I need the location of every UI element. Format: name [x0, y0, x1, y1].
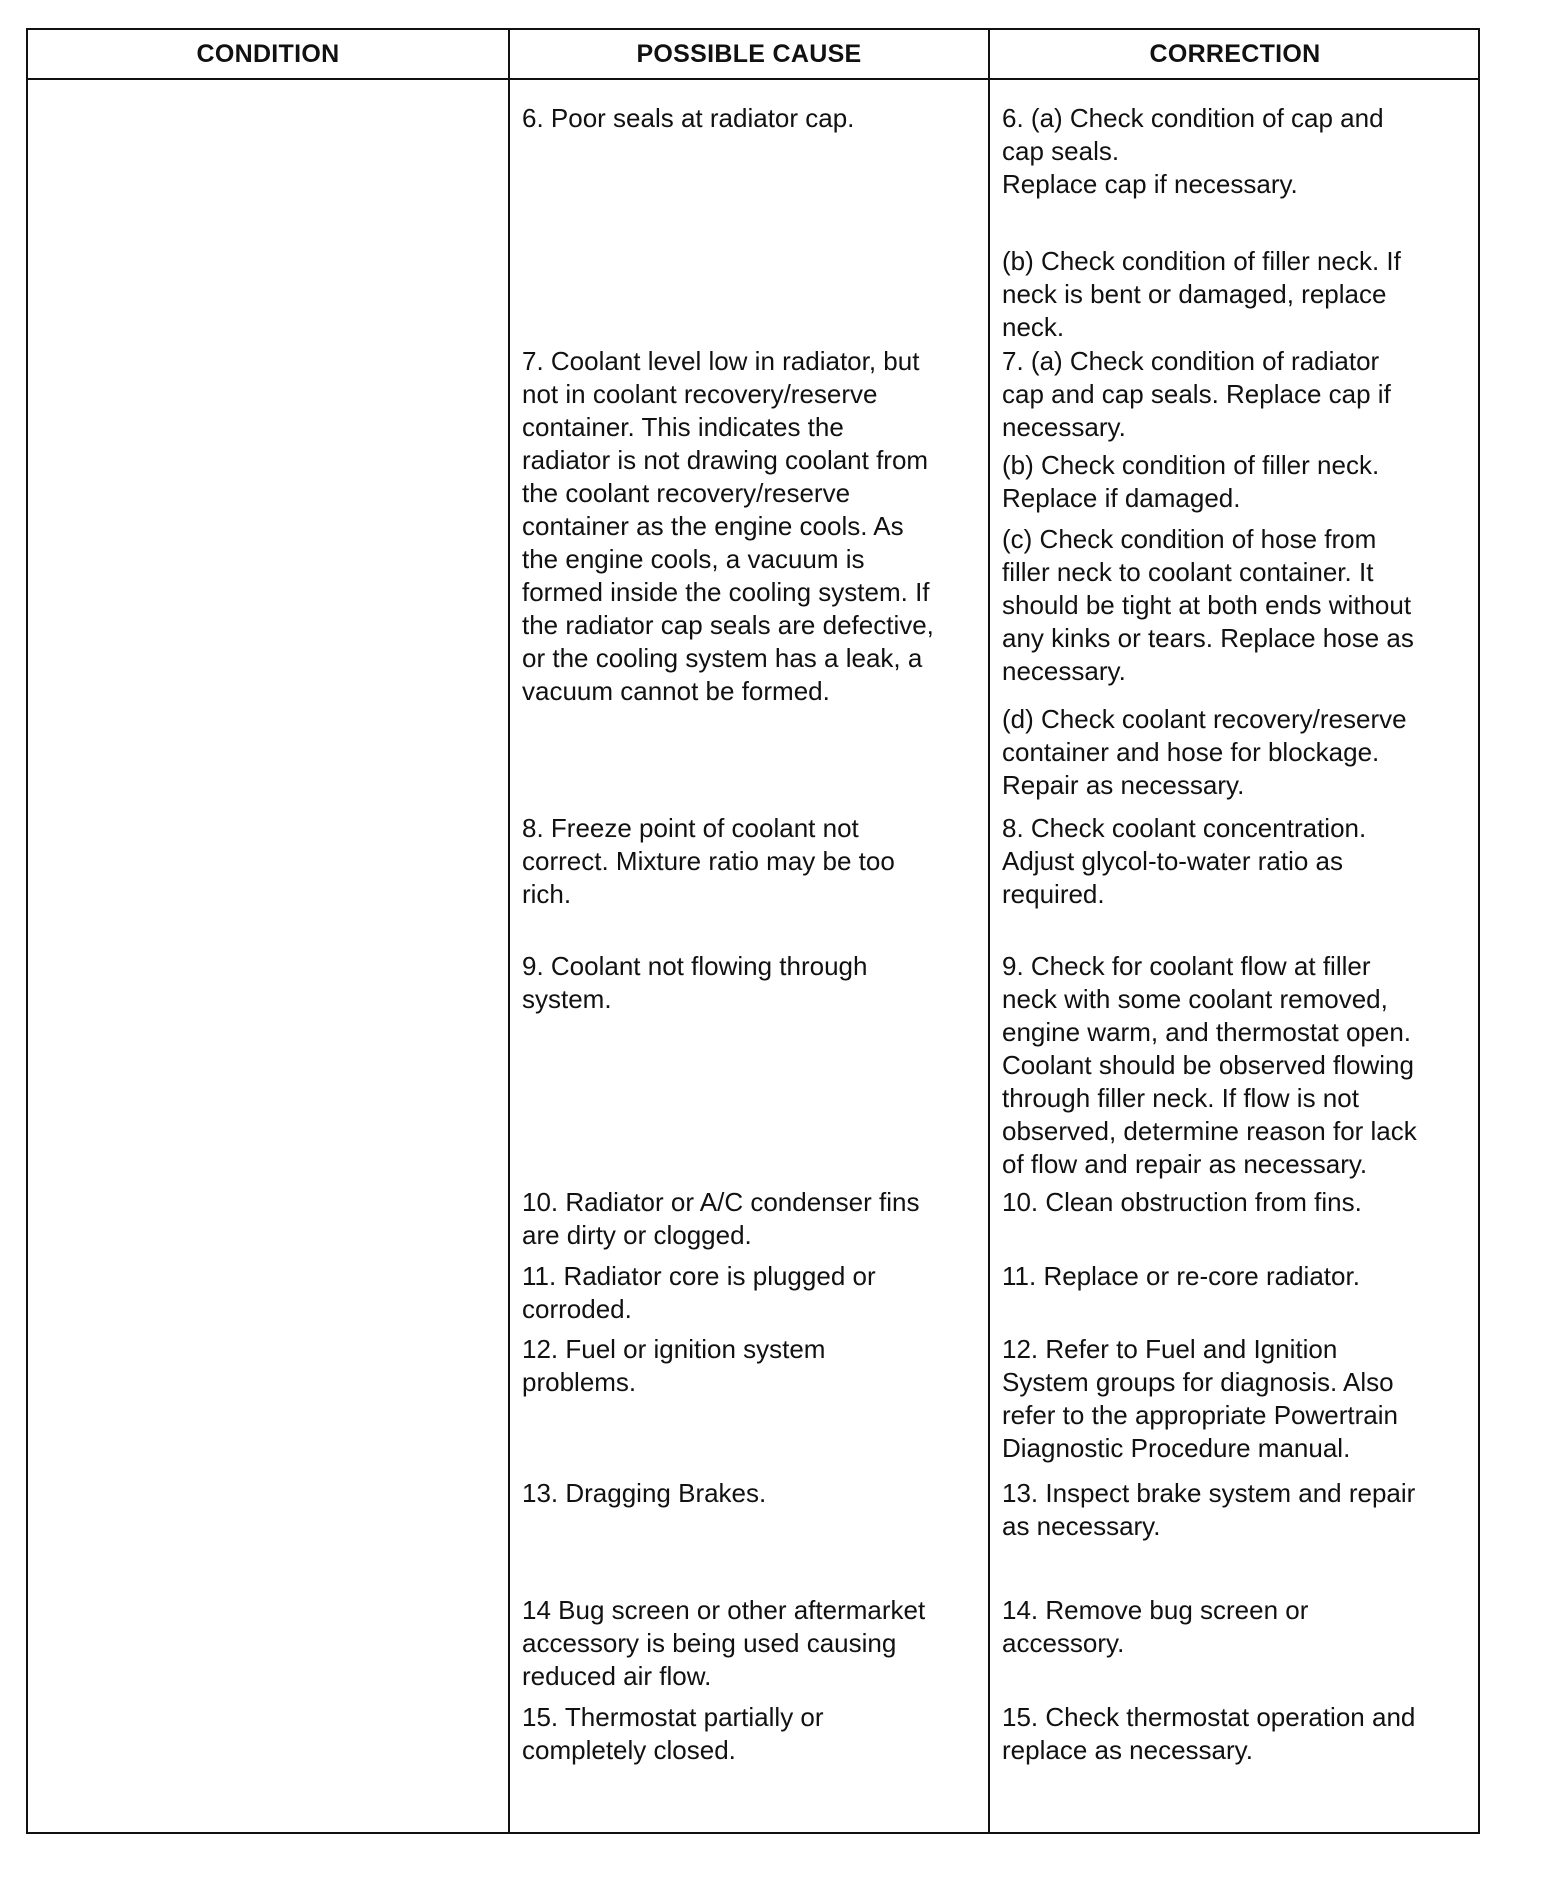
correction-cell — [1002, 950, 1417, 1181]
text-line: corroded. — [522, 1294, 632, 1324]
text-line: rich. — [522, 879, 572, 909]
correction-cell — [1002, 102, 1384, 201]
text-line: (b) Check condition of filler neck. — [1002, 450, 1380, 480]
correction-cell — [1002, 1260, 1360, 1293]
text-line: are dirty or clogged. — [522, 1220, 752, 1250]
text-line: container and hose for blockage. — [1002, 737, 1380, 767]
text-line: completely closed. — [522, 1735, 736, 1765]
text-line: Diagnostic Procedure manual. — [1002, 1433, 1351, 1463]
text-line: 15. Check thermostat operation and — [1002, 1702, 1416, 1732]
text-line: neck with some coolant removed, — [1002, 984, 1388, 1014]
text-line: vacuum cannot be formed. — [522, 676, 830, 706]
text-line: 8. Freeze point of coolant not — [522, 813, 859, 843]
text-line: 6. Poor seals at radiator cap. — [522, 103, 855, 133]
text-line: Replace if damaged. — [1002, 483, 1241, 513]
header-divider — [28, 78, 1478, 80]
possible-cause-cell — [522, 102, 854, 135]
text-line: neck is bent or damaged, replace — [1002, 279, 1387, 309]
text-line: 9. Coolant not flowing through — [522, 951, 868, 981]
header-correction: CORRECTION — [1149, 39, 1321, 68]
text-line: 11. Radiator core is plugged or — [522, 1261, 876, 1291]
correction-cell — [1002, 1594, 1308, 1660]
text-line: 11. Replace or re-core radiator. — [1002, 1261, 1360, 1291]
text-line: of flow and repair as necessary. — [1002, 1149, 1368, 1179]
possible-cause-cell — [522, 1260, 876, 1326]
possible-cause-cell — [522, 1477, 766, 1510]
text-line: 12. Refer to Fuel and Ignition — [1002, 1334, 1338, 1364]
text-line: cap seals. — [1002, 136, 1120, 166]
text-line: (c) Check condition of hose from — [1002, 524, 1377, 554]
correction-cell — [1002, 1477, 1415, 1543]
text-line: necessary. — [1002, 656, 1126, 686]
text-line: any kinks or tears. Replace hose as — [1002, 623, 1414, 653]
text-line: container as the engine cools. As — [522, 511, 904, 541]
text-line: refer to the appropriate Powertrain — [1002, 1400, 1398, 1430]
column-divider — [508, 30, 510, 1832]
text-line: accessory is being used causing — [522, 1628, 897, 1658]
text-line: filler neck to coolant container. It — [1002, 557, 1374, 587]
text-line: correct. Mixture ratio may be too — [522, 846, 895, 876]
text-line: 9. Check for coolant flow at filler — [1002, 951, 1371, 981]
text-line: Repair as necessary. — [1002, 770, 1245, 800]
possible-cause-cell — [522, 1333, 825, 1399]
text-line: radiator is not drawing coolant from — [522, 445, 929, 475]
possible-cause-cell — [522, 812, 895, 911]
possible-cause-cell — [522, 1701, 824, 1767]
text-line: through filler neck. If flow is not — [1002, 1083, 1359, 1113]
text-line: engine warm, and thermostat open. — [1002, 1017, 1412, 1047]
text-line: replace as necessary. — [1002, 1735, 1253, 1765]
column-divider — [988, 30, 990, 1832]
text-line: 13. Inspect brake system and repair — [1002, 1478, 1416, 1508]
text-line: or the cooling system has a leak, a — [522, 643, 923, 673]
text-line: 12. Fuel or ignition system — [522, 1334, 826, 1364]
possible-cause-cell — [522, 1186, 919, 1252]
correction-cell — [1002, 523, 1414, 688]
correction-cell — [1002, 245, 1401, 344]
text-line: container. This indicates the — [522, 412, 844, 442]
correction-cell — [1002, 1186, 1362, 1219]
text-line: 7. Coolant level low in radiator, but — [522, 346, 920, 376]
text-line: Replace cap if necessary. — [1002, 169, 1298, 199]
text-line: as necessary. — [1002, 1511, 1161, 1541]
text-line: necessary. — [1002, 412, 1126, 442]
text-line: the coolant recovery/reserve — [522, 478, 851, 508]
text-line: 8. Check coolant concentration. — [1002, 813, 1367, 843]
text-line: 14. Remove bug screen or — [1002, 1595, 1309, 1625]
correction-cell — [1002, 1701, 1415, 1767]
text-line: reduced air flow. — [522, 1661, 712, 1691]
text-line: System groups for diagnosis. Also — [1002, 1367, 1394, 1397]
text-line: problems. — [522, 1367, 637, 1397]
text-line: system. — [522, 984, 612, 1014]
text-line: Coolant should be observed flowing — [1002, 1050, 1414, 1080]
text-line: 10. Clean obstruction from fins. — [1002, 1187, 1362, 1217]
text-line: (b) Check condition of filler neck. If — [1002, 246, 1401, 276]
correction-cell — [1002, 345, 1391, 444]
header-condition: CONDITION — [196, 39, 340, 68]
correction-cell — [1002, 703, 1407, 802]
text-line: accessory. — [1002, 1628, 1125, 1658]
text-line: neck. — [1002, 312, 1065, 342]
text-line: (d) Check coolant recovery/reserve — [1002, 704, 1407, 734]
text-line: the radiator cap seals are defective, — [522, 610, 934, 640]
text-line: Adjust glycol-to-water ratio as — [1002, 846, 1344, 876]
text-line: 6. (a) Check condition of cap and — [1002, 103, 1384, 133]
correction-cell — [1002, 1333, 1398, 1465]
correction-cell — [1002, 449, 1379, 515]
possible-cause-cell — [522, 1594, 925, 1693]
possible-cause-cell — [522, 950, 867, 1016]
text-line: the engine cools, a vacuum is — [522, 544, 865, 574]
text-line: observed, determine reason for lack — [1002, 1116, 1417, 1146]
header-possible-cause: POSSIBLE CAUSE — [636, 39, 862, 68]
text-line: formed inside the cooling system. If — [522, 577, 930, 607]
text-line: 14 Bug screen or other aftermarket — [522, 1595, 926, 1625]
text-line: not in coolant recovery/reserve — [522, 379, 878, 409]
correction-cell — [1002, 812, 1366, 911]
text-line: 7. (a) Check condition of radiator — [1002, 346, 1380, 376]
text-line: 13. Dragging Brakes. — [522, 1478, 767, 1508]
possible-cause-cell — [522, 345, 934, 708]
troubleshooting-table — [26, 28, 1480, 1834]
text-line: 15. Thermostat partially or — [522, 1702, 824, 1732]
text-line: cap and cap seals. Replace cap if — [1002, 379, 1391, 409]
text-line: should be tight at both ends without — [1002, 590, 1412, 620]
text-line: 10. Radiator or A/C condenser fins — [522, 1187, 920, 1217]
text-line: required. — [1002, 879, 1105, 909]
